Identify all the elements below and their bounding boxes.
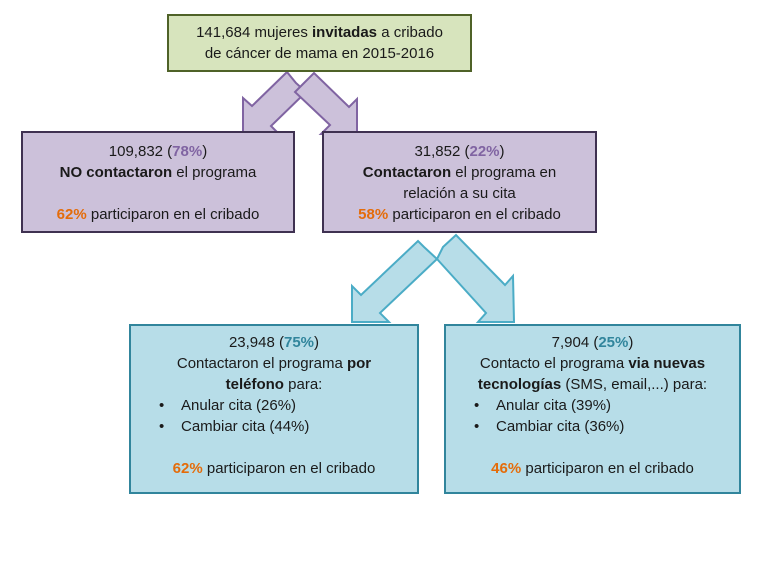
phone-pct: 75% [284,334,315,351]
arrow-to-no-contact [243,72,306,134]
no-contact-participation [23,204,293,225]
no-contact-count-line [23,141,293,162]
tech-desc-bold: via nuevas [628,355,706,372]
contact-pct: 22% [469,143,500,160]
no-contact-part-text: participaron en el cribado [86,206,260,223]
no-contact-box [21,131,295,233]
invited-count: 141,684 mujeres [196,24,308,41]
arrow-to-phone [352,241,437,322]
list-item: • Anular cita (39%) [446,395,739,416]
phone-close: ) [314,334,320,351]
no-contact-count: 109,832 ( [108,143,173,160]
no-contact-part-pct: 62% [56,206,87,223]
contact-box [322,131,597,233]
tech-part-text: participaron en el cribado [521,460,694,477]
contact-close: ) [499,143,505,160]
phone-count-line [131,332,417,353]
phone-count: 23,948 ( [228,334,284,351]
tech-reasons-list [446,395,739,437]
contact-bold: Contactaron [362,164,452,181]
contact-part-pct: 58% [358,206,389,223]
no-contact-close: ) [202,143,208,160]
no-contact-pct: 78% [172,143,203,160]
list-item: • Anular cita (26%) [131,395,417,416]
contact-count: 31,852 ( [414,143,470,160]
tech-part-pct: 46% [491,460,522,477]
arrow-to-contact [295,73,357,134]
list-item: • Cambiar cita (36%) [446,416,739,437]
invited-bold: invitadas [312,24,378,41]
tech-contact-box [444,324,741,494]
phone-desc-line-1 [131,353,417,374]
contact-rest: el programa en [451,164,557,181]
contact-participation [324,204,595,225]
phone-contact-box [129,324,419,494]
phone-part-text: participaron en el cribado [202,460,376,477]
contact-desc-line-2: relación a su cita [403,185,516,202]
invited-women-box [167,14,472,72]
tech-desc-text: Contacto el programa [479,355,629,372]
phone-participation [131,458,417,479]
tech-desc-line-1 [446,353,739,374]
contact-count-line [324,141,595,162]
tech-close: ) [628,334,634,351]
phone-reasons-list [131,395,417,437]
phone-desc-text-2: para: [283,376,323,393]
contact-part-text: participaron en el cribado [388,206,561,223]
no-contact-rest: el programa [172,164,257,181]
spacer [446,437,739,458]
tech-count: 7,904 ( [551,334,599,351]
invited-rest: a cribado [381,24,443,41]
no-contact-bold: NO contactaron [59,164,173,181]
invited-line-2: de cáncer de mama en 2015-2016 [204,45,435,62]
tech-pct: 25% [598,334,629,351]
arrow-to-tech [437,235,514,322]
spacer [23,183,293,204]
tech-count-line [446,332,739,353]
tech-desc-bold-2: tecnologías [477,376,562,393]
phone-part-pct: 62% [172,460,203,477]
tech-desc-text-2: (SMS, email,...) para: [561,376,708,393]
tech-participation [446,458,739,479]
spacer [131,437,417,458]
tech-desc-line-2 [446,374,739,395]
phone-desc-bold-2: teléfono [225,376,284,393]
phone-desc-text: Contactaron el programa [176,355,347,372]
contact-desc [324,162,595,183]
list-item: • Cambiar cita (44%) [131,416,417,437]
invited-line-1 [169,22,470,43]
no-contact-desc [23,162,293,183]
phone-desc-line-2 [131,374,417,395]
phone-desc-bold: por [346,355,372,372]
